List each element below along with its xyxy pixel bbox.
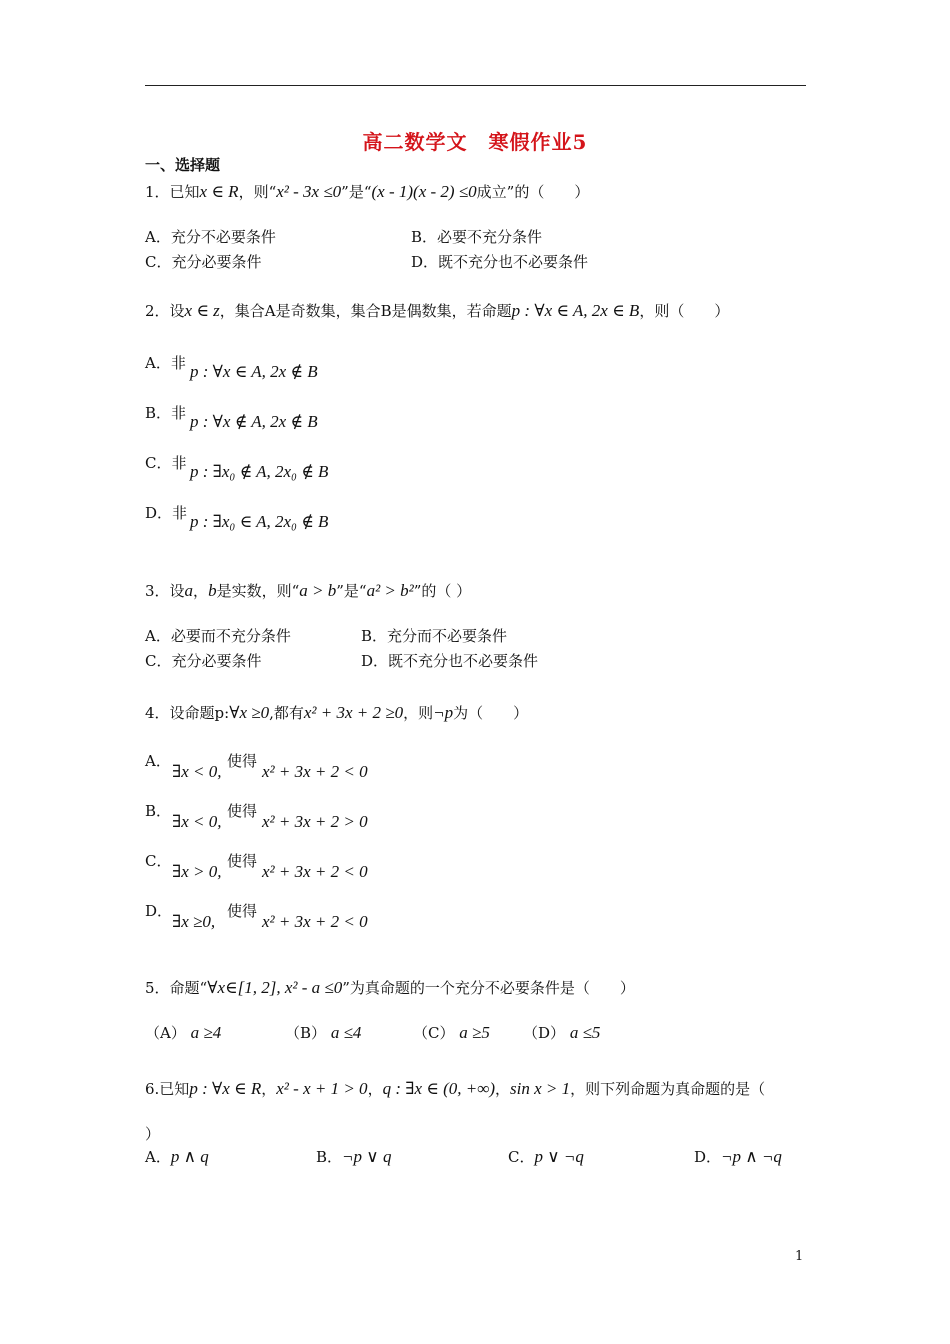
q4-option-c-word: 使得 bbox=[227, 852, 258, 870]
q3-option-d: D．既不充分也不必要条件 bbox=[361, 652, 539, 670]
q4-option-d-word: 使得 bbox=[227, 902, 258, 920]
section-heading: 一、选择题 bbox=[145, 156, 221, 174]
q4-option-a-math2: x² + 3x + 2 < 0 bbox=[262, 762, 368, 781]
q1-option-d: D．既不充分也不必要条件 bbox=[411, 253, 589, 271]
q2-option-d-math: p : ∃x₀ ∈ A, 2x₀ ∉ B bbox=[190, 512, 329, 531]
q6-option-c: C．p ∨ ¬q bbox=[508, 1147, 584, 1166]
q4-option-b-math2: x² + 3x + 2 > 0 bbox=[262, 812, 368, 831]
math-expression: q : ∃x ∈ (0, +∞) bbox=[382, 1079, 496, 1098]
math-expression: p : ∀x ∈ A, 2x ∈ B bbox=[511, 301, 640, 320]
q4-option-a-word: 使得 bbox=[227, 752, 258, 770]
q5-options: （A） a ≥4 bbox=[145, 1023, 222, 1042]
math-expression: x² - x + 1 > 0 bbox=[276, 1079, 368, 1098]
q3-option-b: B．充分而不必要条件 bbox=[361, 627, 508, 645]
q4-option-c-math1: ∃x > 0, bbox=[172, 862, 222, 881]
math-expression: (x - 1)(x - 2) ≤0 bbox=[371, 182, 477, 201]
math-expression: x ∈ R bbox=[199, 182, 239, 201]
q2-option-d-label: D．非 bbox=[145, 504, 188, 522]
question-3-stem: 3．设a，b是实数，则“a > b”是“a² > b²”的（ ） bbox=[145, 581, 472, 600]
q2-option-b-label: B．非 bbox=[145, 404, 187, 422]
q4-option-c-math2: x² + 3x + 2 < 0 bbox=[262, 862, 368, 881]
math-expression: x² - 3x ≤0 bbox=[276, 182, 342, 201]
q6-option-a: A．p ∧ q bbox=[145, 1147, 209, 1166]
q3-option-c: C．充分必要条件 bbox=[145, 652, 262, 670]
q4-option-b-word: 使得 bbox=[227, 802, 258, 820]
q2-option-a-math: p : ∀x ∈ A, 2x ∉ B bbox=[190, 362, 318, 381]
q4-option-d-math2: x² + 3x + 2 < 0 bbox=[262, 912, 368, 931]
q3-option-a: A．必要而不充分条件 bbox=[145, 627, 291, 645]
q6-option-b: B．¬p ∨ q bbox=[316, 1147, 392, 1166]
q1-option-b: B．必要不充分条件 bbox=[411, 228, 543, 246]
q1-option-c: C．充分必要条件 bbox=[145, 253, 262, 271]
math-expression: x ∈ z bbox=[184, 301, 220, 320]
q2-option-c-math: p : ∃x₀ ∉ A, 2x₀ ∉ B bbox=[190, 462, 329, 481]
q4-option-a-math1: ∃x < 0, bbox=[172, 762, 222, 781]
page-number: 1 bbox=[795, 1249, 804, 1264]
math-expression: ∀x∈[1, 2], x² - a ≤0 bbox=[207, 978, 343, 997]
q5-option-c: （C） a ≥5 bbox=[413, 1023, 490, 1042]
question-6-stem-end: ） bbox=[145, 1125, 161, 1143]
q4-option-b-math1: ∃x < 0, bbox=[172, 812, 222, 831]
document-title: 高二数学文 寒假作业5 bbox=[362, 130, 588, 154]
q1-option-a: A．充分不必要条件 bbox=[145, 228, 276, 246]
header-rule bbox=[145, 85, 806, 86]
math-expression: ¬p bbox=[433, 703, 454, 722]
question-6-stem: 6.已知p : ∀x ∈ R，x² - x + 1 > 0，q : ∃x ∈ (0, +∞)，sin x > 1，则下列命题为真命题的是（ bbox=[145, 1079, 766, 1098]
q6-option-d: D．¬p ∧ ¬q bbox=[694, 1147, 782, 1166]
q4-option-d-label: D． bbox=[145, 902, 173, 920]
math-expression: p : ∀x ∈ R bbox=[189, 1079, 262, 1098]
q5-option-d: （D） a ≤5 bbox=[523, 1023, 601, 1042]
q2-option-a-label: A．非 bbox=[145, 354, 186, 372]
math-expression: sin x > 1 bbox=[510, 1079, 571, 1098]
q2-option-c-label: C．非 bbox=[145, 454, 187, 472]
math-expression: b bbox=[208, 581, 217, 600]
question-2-stem: 2．设x ∈ z，集合A是奇数集，集合B是偶数集，若命题p : ∀x ∈ A, 2x ∈ B，则（ ） bbox=[145, 301, 730, 320]
question-4-stem: 4．设命题p:∀x ≥0,都有x² + 3x + 2 ≥0，则¬p为（ ） bbox=[145, 703, 529, 722]
math-expression: a bbox=[184, 581, 194, 600]
q4-option-d-math1: ∃x ≥0, bbox=[172, 912, 216, 931]
q4-option-a-label: A． bbox=[145, 752, 171, 770]
math-expression: ∀x ≥0 bbox=[229, 703, 270, 722]
q4-option-c-label: C． bbox=[145, 852, 172, 870]
q2-option-b-math: p : ∀x ∉ A, 2x ∉ B bbox=[190, 412, 318, 431]
question-5-stem: 5．命题“∀x∈[1, 2], x² - a ≤0”为真命题的一个充分不必要条件是（ ） bbox=[145, 978, 635, 997]
math-expression: x² + 3x + 2 ≥0 bbox=[303, 703, 404, 722]
math-expression: a² > b² bbox=[366, 581, 414, 600]
q4-option-b-label: B． bbox=[145, 802, 172, 820]
question-1-stem: 1．已知x ∈ R，则“x² - 3x ≤0”是“(x - 1)(x - 2) ≤0成立”的（ ） bbox=[145, 182, 590, 201]
q5-option-b: （B） a ≤4 bbox=[285, 1023, 362, 1042]
math-expression: a > b bbox=[299, 581, 337, 600]
